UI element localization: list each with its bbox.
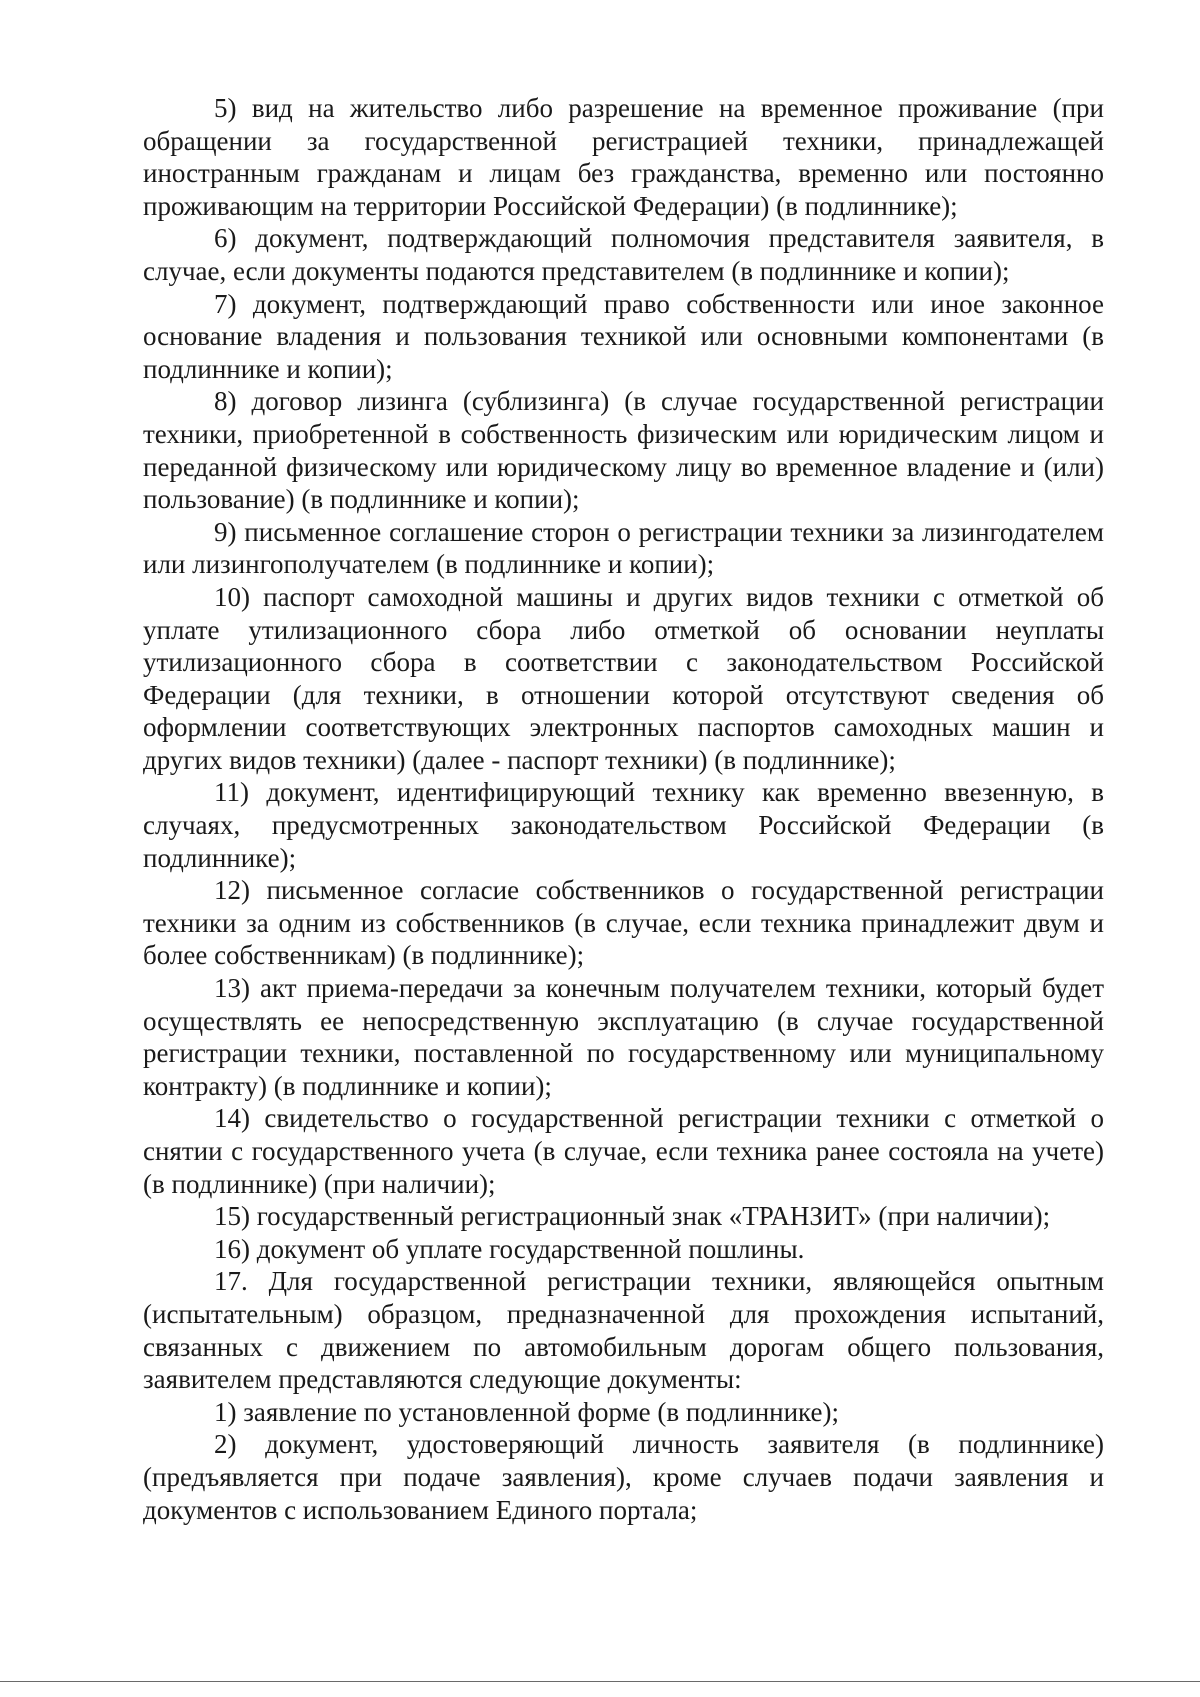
paragraph-item-7: 7) документ, подтверждающий право собственности или иное законное основание владения и пользования техникой или основными компонентами (в подлиннике и копии); <box>143 288 1104 384</box>
paragraph-item-14: 14) свидетельство о государственной регистрации техники с отметкой о снятии с государственного учета (в случае, если техника ранее состояла на учете) (в подлиннике) (при наличии); <box>143 1103 1104 1199</box>
paragraph-item-8: 8) договор лизинга (сублизинга) (в случае государственной регистрации техники, приобретенной в собственность физическим или юридическим лицом и переданной физическому или юридическому лицу во временное владение и (или) пользование) (в подлиннике и копии); <box>143 386 1104 515</box>
paragraph-item-10: 10) паспорт самоходной машины и других видов техники с отметкой об уплате утилизационного сбора либо отметкой об основании неуплаты утилизационного сбора в соответствии с законодательством Российской Федерации (для техники, в отношении которой отсутствуют сведения об оформлении соответствующих электронных паспортов самоходных машин и других видов техники) (далее - паспорт техники) (в подлиннике); <box>143 581 1104 775</box>
document-page <box>143 92 1104 1526</box>
paragraph-item-15: 15) государственный регистрационный знак «ТРАНЗИТ» (при наличии); <box>214 1201 1051 1232</box>
paragraph-item-11: 11) документ, идентифицирующий технику как временно ввезенную, в случаях, предусмотренных законодательством Российской Федерации (в подлиннике); <box>143 777 1104 873</box>
paragraph-item-13: 13) акт приема-передачи за конечным получателем техники, который будет осуществлять ее непосредственную эксплуатацию (в случае государственной регистрации техники, поставленной по государственному или муниципальному контракту) (в подлиннике и копии); <box>143 973 1104 1101</box>
paragraph-section-17: 17. Для государственной регистрации техники, являющейся опытным (испытательным) образцом, предназначенной для прохождения испытаний, связанных с движением по автомобильным дорогам общего пользования, заявителем представляются следующие документы: <box>143 1266 1104 1395</box>
paragraph-item-12: 12) письменное согласие собственников о государственной регистрации техники за одним из собственников (в случае, если техника принадлежит двум и более собственникам) (в подлиннике); <box>143 875 1104 971</box>
paragraph-item-6: 6) документ, подтверждающий полномочия представителя заявителя, в случае, если документы подаются представителем (в подлиннике и копии); <box>143 223 1104 286</box>
paragraph-subitem-1: 1) заявление по установленной форме (в подлиннике); <box>214 1396 839 1427</box>
page-bottom-rule <box>0 1681 1200 1682</box>
paragraph-item-9: 9) письменное соглашение сторон о регистрации техники за лизингодателем или лизингополучателем (в подлиннике и копии); <box>143 516 1104 580</box>
paragraph-item-16: 16) документ об уплате государственной пошлины. <box>214 1233 805 1264</box>
paragraph-subitem-2: 2) документ, удостоверяющий личность заявителя (в подлиннике) (предъявляется при подаче заявления), кроме случаев подачи заявления и документов с использованием Единого портала; <box>143 1429 1104 1525</box>
paragraph-item-5: 5) вид на жительство либо разрешение на временное проживание (при обращении за государственной регистрацией техники, принадлежащей иностранным гражданам и лицам без гражданства, временно или постоянно проживающим на территории Российской Федерации) (в подлиннике); <box>143 93 1104 221</box>
